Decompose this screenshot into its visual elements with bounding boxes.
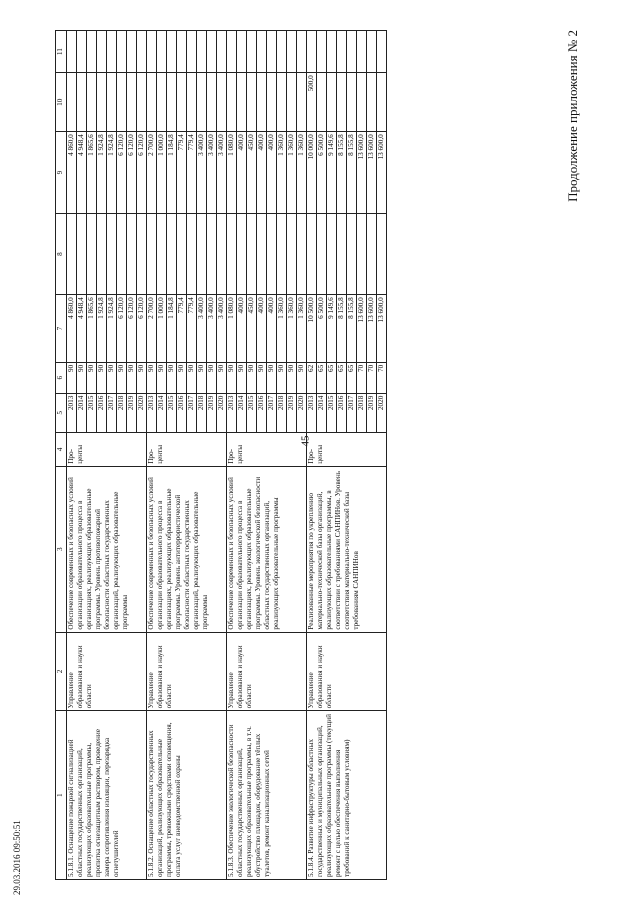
value-cell-c7: 1 360,0 xyxy=(297,295,307,362)
value-cell-c6: 65 xyxy=(317,362,327,393)
year-cell: 2015 xyxy=(247,393,257,432)
value-cell-c7: 9 149,6 xyxy=(327,295,337,362)
value-cell-c7: 779,4 xyxy=(187,295,197,362)
value-cell-c7: 2 700,0 xyxy=(147,295,157,362)
value-cell-c7: 1 924,8 xyxy=(107,295,117,362)
value-cell-c9: 4 948,4 xyxy=(77,132,87,214)
value-cell-c6: 90 xyxy=(247,362,257,393)
value-cell-c6: 90 xyxy=(177,362,187,393)
responsible-org-cell: Управление образования и науки области xyxy=(307,632,387,711)
value-cell-c6: 70 xyxy=(357,362,367,393)
value-cell-c8 xyxy=(277,213,287,295)
value-cell-c9: 1 000,0 xyxy=(157,132,167,214)
year-cell: 2018 xyxy=(117,393,127,432)
year-cell: 2018 xyxy=(357,393,367,432)
value-cell-c7: 13 600,0 xyxy=(357,295,367,362)
value-cell-c7: 3 400,0 xyxy=(197,295,207,362)
value-cell-c9: 13 600,0 xyxy=(377,132,387,214)
value-cell-c10 xyxy=(237,73,247,132)
value-cell-c11 xyxy=(187,31,197,73)
unit-cell: Про-центы xyxy=(147,433,227,467)
year-cell: 2017 xyxy=(187,393,197,432)
value-cell-c7: 10 500,0 xyxy=(307,295,317,362)
year-cell: 2013 xyxy=(227,393,237,432)
value-cell-c11 xyxy=(217,31,227,73)
value-cell-c9: 400,0 xyxy=(257,132,267,214)
year-cell: 2018 xyxy=(277,393,287,432)
value-cell-c10 xyxy=(337,73,347,132)
value-cell-c9: 3 400,0 xyxy=(197,132,207,214)
value-cell-c11 xyxy=(67,31,77,73)
value-cell-c9: 8 155,8 xyxy=(347,132,357,214)
value-cell-c9: 13 600,0 xyxy=(357,132,367,214)
value-cell-c8 xyxy=(367,213,377,295)
value-cell-c11 xyxy=(157,31,167,73)
year-cell: 2016 xyxy=(337,393,347,432)
value-cell-c8 xyxy=(297,213,307,295)
value-cell-c8 xyxy=(157,213,167,295)
value-cell-c11 xyxy=(107,31,117,73)
value-cell-c11 xyxy=(117,31,127,73)
year-cell: 2017 xyxy=(267,393,277,432)
table-body xyxy=(67,31,387,880)
value-cell-c8 xyxy=(137,213,147,295)
value-cell-c6: 70 xyxy=(367,362,377,393)
value-cell-c7: 13 600,0 xyxy=(377,295,387,362)
value-cell-c7: 4 860,0 xyxy=(67,295,77,362)
unit-cell: Про-центы xyxy=(67,433,147,467)
value-cell-c11 xyxy=(247,31,257,73)
value-cell-c6: 90 xyxy=(197,362,207,393)
value-cell-c8 xyxy=(127,213,137,295)
footer-timestamp: 29.03.2016 09:50:51 xyxy=(12,820,22,895)
value-cell-c10 xyxy=(147,73,157,132)
value-cell-c6: 65 xyxy=(327,362,337,393)
column-number: 4 xyxy=(56,433,67,467)
column-number: 3 xyxy=(56,466,67,632)
table-row xyxy=(307,31,317,880)
value-cell-c9: 6 120,0 xyxy=(137,132,147,214)
value-cell-c10 xyxy=(267,73,277,132)
year-cell: 2020 xyxy=(217,393,227,432)
value-cell-c10 xyxy=(227,73,237,132)
value-cell-c11 xyxy=(327,31,337,73)
value-cell-c6: 90 xyxy=(117,362,127,393)
value-cell-c8 xyxy=(177,213,187,295)
value-cell-c8 xyxy=(217,213,227,295)
value-cell-c9: 6 120,0 xyxy=(117,132,127,214)
value-cell-c10 xyxy=(367,73,377,132)
value-cell-c11 xyxy=(307,31,317,73)
value-cell-c6: 70 xyxy=(377,362,387,393)
value-cell-c10 xyxy=(217,73,227,132)
value-cell-c9: 1 360,0 xyxy=(297,132,307,214)
value-cell-c9: 400,0 xyxy=(267,132,277,214)
value-cell-c6: 90 xyxy=(227,362,237,393)
year-cell: 2014 xyxy=(157,393,167,432)
value-cell-c9: 13 600,0 xyxy=(367,132,377,214)
value-cell-c6: 90 xyxy=(257,362,267,393)
value-cell-c6: 90 xyxy=(297,362,307,393)
value-cell-c7: 1 360,0 xyxy=(277,295,287,362)
column-number: 9 xyxy=(56,132,67,214)
value-cell-c11 xyxy=(197,31,207,73)
value-cell-c8 xyxy=(67,213,77,295)
value-cell-c11 xyxy=(137,31,147,73)
value-cell-c6: 90 xyxy=(87,362,97,393)
year-cell: 2013 xyxy=(307,393,317,432)
value-cell-c11 xyxy=(167,31,177,73)
value-cell-c7: 1 360,0 xyxy=(287,295,297,362)
value-cell-c6: 65 xyxy=(347,362,357,393)
value-cell-c11 xyxy=(297,31,307,73)
value-cell-c11 xyxy=(347,31,357,73)
year-cell: 2016 xyxy=(97,393,107,432)
value-cell-c6: 90 xyxy=(137,362,147,393)
value-cell-c6: 90 xyxy=(267,362,277,393)
activity-name-cell: 5.1.8.1. Оснащение пожарной сигнализацией областных государственных организаций, реализующих образовательные программы, пропитка огнезащитным раствором, проведение замера сопротивления изоляции, перезарядка огнетушителей xyxy=(67,711,147,880)
value-cell-c11 xyxy=(267,31,277,73)
value-cell-c10 xyxy=(247,73,257,132)
value-cell-c9: 10 000,0 xyxy=(307,132,317,214)
value-cell-c6: 90 xyxy=(147,362,157,393)
year-cell: 2019 xyxy=(367,393,377,432)
value-cell-c8 xyxy=(117,213,127,295)
value-cell-c8 xyxy=(187,213,197,295)
year-cell: 2017 xyxy=(107,393,117,432)
value-cell-c10 xyxy=(377,73,387,132)
value-cell-c11 xyxy=(177,31,187,73)
value-cell-c10 xyxy=(127,73,137,132)
value-cell-c10 xyxy=(297,73,307,132)
value-cell-c11 xyxy=(207,31,217,73)
value-cell-c9: 6 120,0 xyxy=(127,132,137,214)
value-cell-c10 xyxy=(87,73,97,132)
value-cell-c10 xyxy=(207,73,217,132)
value-cell-c8 xyxy=(377,213,387,295)
column-number: 8 xyxy=(56,213,67,295)
value-cell-c11 xyxy=(367,31,377,73)
value-cell-c11 xyxy=(377,31,387,73)
year-cell: 2020 xyxy=(297,393,307,432)
value-cell-c6: 90 xyxy=(107,362,117,393)
value-cell-c10 xyxy=(107,73,117,132)
value-cell-c6: 90 xyxy=(187,362,197,393)
value-cell-c6: 90 xyxy=(67,362,77,393)
value-cell-c9: 1 360,0 xyxy=(287,132,297,214)
value-cell-c11 xyxy=(87,31,97,73)
value-cell-c8 xyxy=(257,213,267,295)
year-cell: 2013 xyxy=(67,393,77,432)
value-cell-c8 xyxy=(77,213,87,295)
responsible-org-cell: Управление образования и науки области xyxy=(147,632,227,711)
year-cell: 2015 xyxy=(87,393,97,432)
value-cell-c7: 8 155,8 xyxy=(347,295,357,362)
value-cell-c11 xyxy=(97,31,107,73)
value-cell-c7: 6 120,0 xyxy=(117,295,127,362)
value-cell-c7: 400,0 xyxy=(237,295,247,362)
value-cell-c9: 1 924,8 xyxy=(107,132,117,214)
value-cell-c7: 450,0 xyxy=(247,295,257,362)
year-cell: 2016 xyxy=(257,393,267,432)
value-cell-c9: 400,0 xyxy=(237,132,247,214)
value-cell-c9: 779,4 xyxy=(187,132,197,214)
value-cell-c9: 450,0 xyxy=(247,132,257,214)
indicator-cell: Обеспечение современных и безопасных условий организации образовательного процесса в организациях, реализующих образовательные программы. Уровень противопожарной безопасности областных государственных организаций, реализующих образовательные программы xyxy=(67,466,147,632)
value-cell-c9: 779,4 xyxy=(177,132,187,214)
value-cell-c7: 3 400,0 xyxy=(217,295,227,362)
value-cell-c9: 3 400,0 xyxy=(217,132,227,214)
value-cell-c9: 2 700,0 xyxy=(147,132,157,214)
table-row xyxy=(227,31,237,880)
value-cell-c10 xyxy=(277,73,287,132)
year-cell: 2014 xyxy=(77,393,87,432)
page-number: 45 xyxy=(299,435,312,447)
year-cell: 2019 xyxy=(287,393,297,432)
value-cell-c6: 90 xyxy=(77,362,87,393)
value-cell-c10 xyxy=(97,73,107,132)
value-cell-c10 xyxy=(77,73,87,132)
value-cell-c6: 90 xyxy=(167,362,177,393)
value-cell-c9: 6 500,0 xyxy=(317,132,327,214)
year-cell: 2015 xyxy=(327,393,337,432)
year-cell: 2014 xyxy=(237,393,247,432)
activity-name-cell: 5.1.8.3. Обеспечение экологической безопасности областных государственных организаций, реализующих образовательные программы, в т.ч. обустройство площадок, оборудование тёплых туалетов, ремонт канализационных сетей xyxy=(227,711,307,880)
column-number: 7 xyxy=(56,295,67,362)
value-cell-c7: 8 155,8 xyxy=(337,295,347,362)
value-cell-c8 xyxy=(227,213,237,295)
value-cell-c10 xyxy=(197,73,207,132)
year-cell: 2019 xyxy=(127,393,137,432)
value-cell-c10 xyxy=(117,73,127,132)
value-cell-c10 xyxy=(177,73,187,132)
responsible-org-cell: Управление образования и науки области xyxy=(227,632,307,711)
year-cell: 2016 xyxy=(177,393,187,432)
value-cell-c10 xyxy=(187,73,197,132)
year-cell: 2014 xyxy=(317,393,327,432)
value-cell-c8 xyxy=(87,213,97,295)
rotated-table-container xyxy=(55,30,575,880)
value-cell-c6: 90 xyxy=(207,362,217,393)
value-cell-c8 xyxy=(347,213,357,295)
activity-name-cell: 5.1.8.4. Развитие инфраструктуры областных государственных и муниципальных организаций, реализующих образовательные программы (текущий ремонт с целью обеспечения выполнения требований к санитарно-бытовым условиям) xyxy=(307,711,387,880)
value-cell-c10 xyxy=(137,73,147,132)
value-cell-c7: 400,0 xyxy=(267,295,277,362)
value-cell-c10 xyxy=(317,73,327,132)
value-cell-c8 xyxy=(317,213,327,295)
value-cell-c11 xyxy=(257,31,267,73)
value-cell-c9: 1 080,0 xyxy=(227,132,237,214)
value-cell-c11 xyxy=(237,31,247,73)
value-cell-c10 xyxy=(257,73,267,132)
indicator-cell: Реализованные мероприятия по укреплению материально-технической базы организаций, реализующих образовательные программы, в соответствии с требованиями САНПИНов. Уровень соответствия материально-технической базы требованиям САНПИНов xyxy=(307,466,387,632)
value-cell-c8 xyxy=(107,213,117,295)
value-cell-c8 xyxy=(287,213,297,295)
value-cell-c7: 1 080,0 xyxy=(227,295,237,362)
value-cell-c10 xyxy=(167,73,177,132)
value-cell-c9: 1 360,0 xyxy=(277,132,287,214)
value-cell-c7: 4 948,4 xyxy=(77,295,87,362)
value-cell-c7: 6 500,0 xyxy=(317,295,327,362)
value-cell-c11 xyxy=(357,31,367,73)
value-cell-c6: 90 xyxy=(287,362,297,393)
value-cell-c10 xyxy=(67,73,77,132)
column-number: 1 xyxy=(56,711,67,880)
value-cell-c8 xyxy=(167,213,177,295)
value-cell-c7: 1 000,0 xyxy=(157,295,167,362)
value-cell-c7: 13 600,0 xyxy=(367,295,377,362)
unit-cell: Про-центы xyxy=(307,433,387,467)
year-cell: 2013 xyxy=(147,393,157,432)
value-cell-c6: 90 xyxy=(237,362,247,393)
value-cell-c8 xyxy=(247,213,257,295)
value-cell-c11 xyxy=(77,31,87,73)
value-cell-c6: 90 xyxy=(217,362,227,393)
responsible-org-cell: Управление образования и науки области xyxy=(67,632,147,711)
column-number: 5 xyxy=(56,393,67,432)
value-cell-c9: 1 924,8 xyxy=(97,132,107,214)
value-cell-c11 xyxy=(317,31,327,73)
value-cell-c11 xyxy=(127,31,137,73)
value-cell-c8 xyxy=(197,213,207,295)
value-cell-c11 xyxy=(277,31,287,73)
value-cell-c9: 1 184,8 xyxy=(167,132,177,214)
value-cell-c9: 3 400,0 xyxy=(207,132,217,214)
value-cell-c7: 1 865,6 xyxy=(87,295,97,362)
column-number: 11 xyxy=(56,31,67,73)
value-cell-c6: 90 xyxy=(97,362,107,393)
value-cell-c7: 400,0 xyxy=(257,295,267,362)
column-number: 10 xyxy=(56,73,67,132)
year-cell: 2020 xyxy=(377,393,387,432)
value-cell-c6: 65 xyxy=(337,362,347,393)
value-cell-c9: 1 865,6 xyxy=(87,132,97,214)
appendix-title: Продолжение приложения № 2 xyxy=(565,30,580,202)
value-cell-c8 xyxy=(207,213,217,295)
value-cell-c6: 90 xyxy=(127,362,137,393)
value-cell-c9: 8 155,8 xyxy=(337,132,347,214)
column-number: 2 xyxy=(56,632,67,711)
value-cell-c6: 62 xyxy=(307,362,317,393)
value-cell-c8 xyxy=(97,213,107,295)
value-cell-c6: 90 xyxy=(277,362,287,393)
table-row xyxy=(67,31,77,880)
value-cell-c7: 6 120,0 xyxy=(127,295,137,362)
value-cell-c10 xyxy=(287,73,297,132)
year-cell: 2017 xyxy=(347,393,357,432)
unit-cell: Про-центы xyxy=(227,433,307,467)
value-cell-c7: 1 924,8 xyxy=(97,295,107,362)
value-cell-c8 xyxy=(307,213,317,295)
value-cell-c10 xyxy=(157,73,167,132)
year-cell: 2020 xyxy=(137,393,147,432)
value-cell-c10: 500,0 xyxy=(307,73,317,132)
year-cell: 2018 xyxy=(197,393,207,432)
program-table xyxy=(55,30,387,880)
value-cell-c6: 90 xyxy=(157,362,167,393)
indicator-cell: Обеспечение современных и безопасных условий организации образовательного процесса в организациях, реализующих образовательные программы. Уровень экологической безопасности областных государственных организаций, реализующих образовательные программы xyxy=(227,466,307,632)
column-number: 6 xyxy=(56,362,67,393)
value-cell-c8 xyxy=(147,213,157,295)
value-cell-c9: 9 149,6 xyxy=(327,132,337,214)
value-cell-c11 xyxy=(147,31,157,73)
value-cell-c10 xyxy=(327,73,337,132)
activity-name-cell: 5.1.8.2. Оснащение областных государственных организаций, реализующих образовательные программы, тревожными средствами оповещения, оплата услуг вневедомственной охраны xyxy=(147,711,227,880)
year-cell: 2019 xyxy=(207,393,217,432)
year-cell: 2015 xyxy=(167,393,177,432)
value-cell-c7: 6 120,0 xyxy=(137,295,147,362)
value-cell-c8 xyxy=(327,213,337,295)
value-cell-c11 xyxy=(337,31,347,73)
column-number-row xyxy=(56,31,67,880)
value-cell-c11 xyxy=(227,31,237,73)
value-cell-c9: 4 860,0 xyxy=(67,132,77,214)
table-row xyxy=(147,31,157,880)
value-cell-c10 xyxy=(357,73,367,132)
indicator-cell: Обеспечение современных и безопасных условий организации образовательного процесса в организациях, реализующих образовательные программы. Уровень антитеррористической безопасности областных государственных организаций, реализующих образовательные программы xyxy=(147,466,227,632)
value-cell-c8 xyxy=(237,213,247,295)
value-cell-c11 xyxy=(287,31,297,73)
value-cell-c7: 779,4 xyxy=(177,295,187,362)
value-cell-c7: 1 184,8 xyxy=(167,295,177,362)
value-cell-c8 xyxy=(357,213,367,295)
value-cell-c8 xyxy=(267,213,277,295)
value-cell-c10 xyxy=(347,73,357,132)
value-cell-c8 xyxy=(337,213,347,295)
value-cell-c7: 3 400,0 xyxy=(207,295,217,362)
